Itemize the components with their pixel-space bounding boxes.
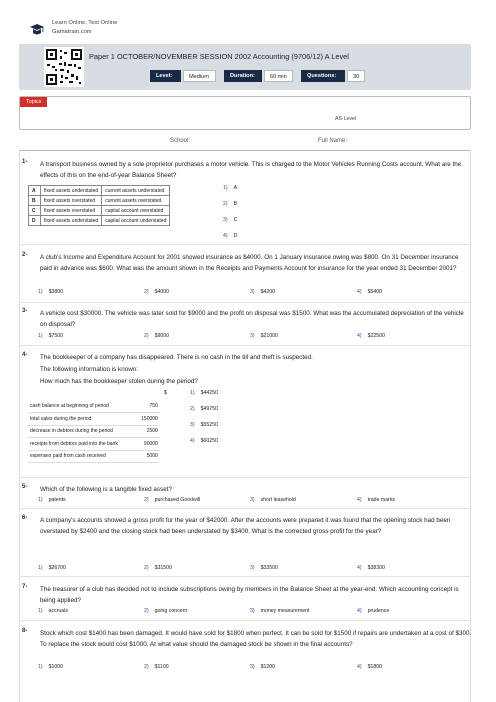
question-number: 1- xyxy=(22,159,28,165)
question-number: 2- xyxy=(22,252,28,258)
table-cell: 2500 xyxy=(120,425,160,438)
option-4[interactable]: 4) $22500 xyxy=(357,333,385,339)
table-cell: capital account understated xyxy=(102,216,170,226)
option-1[interactable]: 1) patents xyxy=(38,497,66,503)
question-text: The treasurer of a club has decided not to include subscriptions owing by members in the Balance Sheet at the year-end. Which accounting concept is being applied? xyxy=(40,586,459,604)
table-cell: 750 xyxy=(120,400,160,413)
option-1[interactable]: 1) $44250 xyxy=(190,390,218,396)
table-cell: receipts from debtors paid into the bank xyxy=(28,438,120,451)
school-label: School: xyxy=(170,138,191,144)
option-4[interactable]: 4) $60250 xyxy=(190,438,218,444)
table-row xyxy=(28,425,160,438)
table-cell: total sales during the period xyxy=(28,413,120,426)
option-4[interactable]: 4) prudence xyxy=(357,608,390,614)
question-text: Stock which cost $1400 has been damaged. It would have sold for $1800 when perfect. It can be sold for $1500 if repairs are undertaken at a cost of $300. To replace the stock would cost $1000. At what value should the damaged stock be shown in the final accounts? xyxy=(40,630,472,648)
option-2[interactable]: 2) $9000 xyxy=(144,333,170,339)
option-4[interactable]: 4) $1800 xyxy=(357,664,383,670)
table-cell: D xyxy=(29,216,41,226)
table-cell: cash balance at beginning of period xyxy=(28,400,120,413)
questions-value: 30 xyxy=(347,70,365,82)
divider xyxy=(19,244,471,245)
table-row xyxy=(29,206,170,216)
divider xyxy=(19,620,471,621)
topics-tag: Topics xyxy=(20,97,47,107)
option-3[interactable]: 3) $55250 xyxy=(190,422,218,428)
qr-code-icon xyxy=(44,47,84,87)
table-cell: 5000 xyxy=(120,450,160,463)
option-1[interactable]: 1) $26700 xyxy=(38,565,66,571)
option-2[interactable]: 2) $31500 xyxy=(144,565,172,571)
option-2[interactable]: 2) B xyxy=(223,201,238,207)
table-row xyxy=(29,186,170,196)
option-1[interactable]: 1) $3800 xyxy=(38,289,64,295)
logo-tagline: Learn Online, Test Online xyxy=(52,20,118,26)
table-cell: C xyxy=(29,206,41,216)
question-text: A transport business owned by a sole proprietor purchases a motor vehicle. This is charged to the Motor Vehicles Running Costs account. What are the effects of this on the end-of-year Balance Sheet? xyxy=(40,161,462,179)
table-cell: capital account overstated xyxy=(102,206,170,216)
gamatrain-logo-icon xyxy=(30,24,44,36)
option-4[interactable]: 4) $5400 xyxy=(357,289,383,295)
table-row xyxy=(29,196,170,206)
level-value: Medium xyxy=(183,70,216,82)
option-4[interactable]: 4) trade marks xyxy=(357,497,396,503)
table-cell: fixed assets understated xyxy=(41,186,102,196)
table-cell: B xyxy=(29,196,41,206)
option-3[interactable]: 3) C xyxy=(223,217,238,223)
table-row xyxy=(28,438,160,451)
exam-banner xyxy=(19,44,471,90)
table-row xyxy=(28,400,160,413)
option-3[interactable]: 3) money measurement xyxy=(250,608,310,614)
question-line: The bookkeeper of a company has disappeared. There is no cash in the till and theft is suspected. xyxy=(40,354,313,361)
answer-table xyxy=(28,185,170,226)
question-text: A vehicle cost $30000. The vehicle was later sold for $9000 and the profit on disposal was $1500. What was the accumulated depreciation of the vehicle on disposal? xyxy=(40,310,464,328)
option-4[interactable]: 4) D xyxy=(223,233,238,239)
site-header xyxy=(0,0,496,40)
option-1[interactable]: 1) $1000 xyxy=(38,664,64,670)
divider xyxy=(19,345,471,346)
topics-panel xyxy=(19,96,471,130)
table-row xyxy=(28,413,160,426)
option-3[interactable]: 3) $33500 xyxy=(250,565,278,571)
option-3[interactable]: 3) short leasehold xyxy=(250,497,296,503)
table-cell: fixed assets overstated xyxy=(41,206,102,216)
level-label: Level: xyxy=(150,70,181,82)
figures-table xyxy=(28,400,160,463)
option-2[interactable]: 2) going concern xyxy=(144,608,188,614)
question-number: 4- xyxy=(22,352,28,358)
table-cell: A xyxy=(29,186,41,196)
option-1[interactable]: 1) accruals xyxy=(38,608,68,614)
option-2[interactable]: 2) $49750 xyxy=(190,406,218,412)
table-cell: current assets understated xyxy=(102,186,170,196)
divider xyxy=(19,576,471,577)
divider xyxy=(19,302,471,303)
topics-value: AS-Level xyxy=(335,116,357,122)
option-2[interactable]: 2) $1100 xyxy=(144,664,169,670)
question-line: How much has the bookkeeper stolen during the period? xyxy=(40,378,198,385)
option-3[interactable]: 3) $1200 xyxy=(250,664,276,670)
question-number: 5- xyxy=(22,484,28,490)
paper-title: Paper 1 OCTOBER/NOVEMBER SESSION 2002 Accounting (9706/12) A Level xyxy=(89,52,349,61)
question-number: 7- xyxy=(22,584,28,590)
option-1[interactable]: 1) A xyxy=(223,185,238,191)
table-cell: 150000 xyxy=(120,413,160,426)
question-number: 6- xyxy=(22,515,28,521)
question-line: The following information is known: xyxy=(40,366,138,373)
divider xyxy=(19,508,471,509)
questions-label: Questions: xyxy=(301,70,345,82)
option-4[interactable]: 4) $38300 xyxy=(357,565,385,571)
option-2[interactable]: 2) $4000 xyxy=(144,289,170,295)
table-row xyxy=(28,450,160,463)
question-text: A club's Income and Expenditure Account for 2001 showed insurance as $4000. On 1 January insurance owing was $800. On 31 December insurance paid in advance was $600. What was the amount shown in the Receipts and Payments Account for insurance for the year ended 31 December 2001? xyxy=(40,254,459,272)
duration-value: 60 min xyxy=(264,70,293,82)
question-text: A company's accounts showed a gross profit for the year of $42000. After the accounts were prepared it was found that the opening stock had been overstated by $2400 and the closing stock had been understated by $3400. What is the corrected gross profit for the year? xyxy=(40,517,451,535)
question-number: 3- xyxy=(22,308,28,314)
table-cell: expenses paid from cash received xyxy=(28,450,120,463)
duration-label: Duration: xyxy=(224,70,262,82)
question-text: Which of the following is a tangible fixed asset? xyxy=(40,486,172,493)
table-cell: fixed assets overstated xyxy=(41,196,102,206)
full-name-label: Full Name: xyxy=(318,138,348,144)
divider xyxy=(19,477,471,478)
currency-symbol: $ xyxy=(164,390,167,396)
option-3[interactable]: 3) $21000 xyxy=(250,333,278,339)
table-cell: decrease in debtors during the period xyxy=(28,425,120,438)
table-cell: 90000 xyxy=(120,438,160,451)
table-cell: current assets overstated xyxy=(102,196,170,206)
option-3[interactable]: 3) $4200 xyxy=(250,289,276,295)
question-number: 8- xyxy=(22,628,28,634)
option-1[interactable]: 1) $7500 xyxy=(38,333,64,339)
option-2[interactable]: 2) purchased Goodwill xyxy=(144,497,201,503)
table-cell: fixed assets understated xyxy=(41,216,102,226)
logo-site-link[interactable]: Gamatrain.com xyxy=(52,29,92,35)
table-row xyxy=(29,216,170,226)
